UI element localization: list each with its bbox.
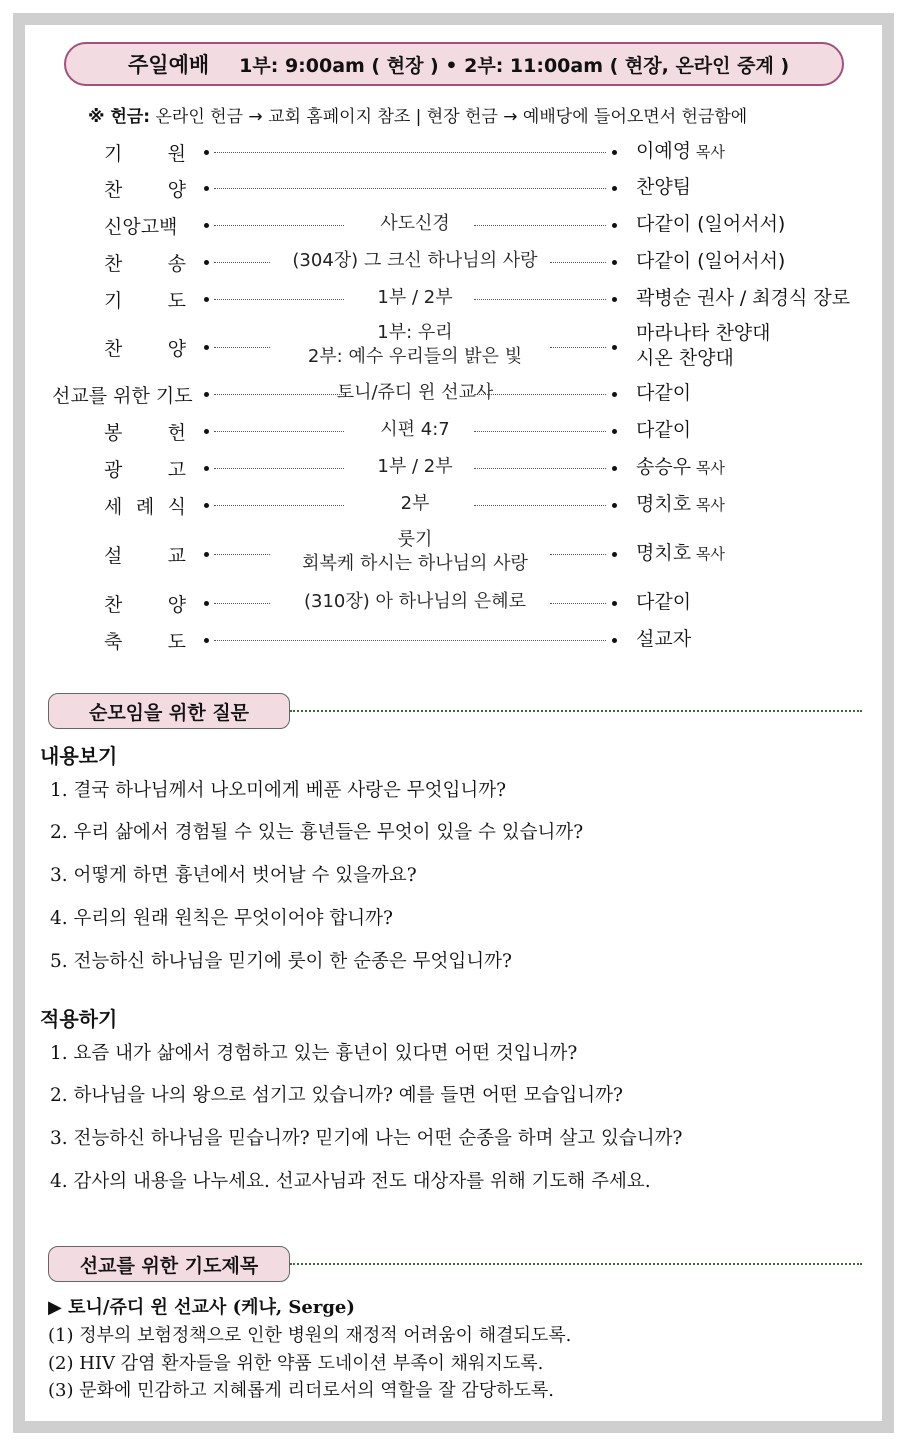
small-group-title: 순모임을 위한 질문 — [48, 693, 290, 729]
order-label: 기 도 — [104, 290, 186, 312]
bullet-dot — [612, 392, 617, 397]
order-leader: 다같이 — [636, 382, 692, 404]
bullet-dot — [204, 638, 209, 643]
bullet-dot — [612, 503, 617, 508]
content-question: 5. 전능하신 하나님을 믿기에 룻이 한 순종은 무엇입니까? — [50, 951, 512, 972]
order-detail: 1부 / 2부 — [377, 456, 453, 477]
order-leader: 다같이 (일어서서) — [636, 213, 786, 235]
apply-question: 3. 전능하신 하나님을 믿습니까? 믿기에 나는 어떤 순종을 하며 살고 있습니까? — [50, 1128, 683, 1149]
order-leader: 마라나타 찬양대 시온 찬양대 — [636, 322, 771, 369]
order-label: 봉 헌 — [104, 422, 186, 444]
bullet-dot — [612, 638, 617, 643]
missionary-name: ▶ 토니/쥬디 윈 선교사 (케냐, Serge) — [48, 1297, 355, 1318]
leader-line — [214, 603, 270, 604]
offering-note — [88, 102, 747, 127]
bullet-dot — [204, 601, 209, 606]
leader-line — [214, 640, 606, 641]
offering-note-text: 온라인 헌금 → 교회 홈페이지 참조 | 현장 헌금 → 예배당에 들어오면서 헌금함에 — [155, 107, 748, 127]
prayer-item: (1) 정부의 보험정책으로 인한 병원의 재정적 어려움이 해결되도록. — [48, 1325, 572, 1346]
order-detail: 1부: 우리 2부: 예수 우리들의 밝은 빛 — [307, 322, 523, 367]
bullet-dot — [612, 345, 617, 350]
section-divider — [290, 1263, 862, 1265]
bullet-dot — [612, 297, 617, 302]
apply-heading: 적용하기 — [40, 1007, 118, 1031]
bullet-dot — [204, 223, 209, 228]
order-leader: 찬양팀 — [636, 176, 692, 198]
bullet-dot — [204, 466, 209, 471]
order-detail: 토니/쥬디 윈 선교사 — [336, 382, 494, 403]
bullet-dot — [612, 260, 617, 265]
order-label: 찬 양 — [104, 594, 186, 616]
offering-note-prefix: ※ 헌금: — [88, 107, 151, 127]
bullet-dot — [204, 392, 209, 397]
content-heading: 내용보기 — [40, 744, 118, 768]
order-detail: (304장) 그 크신 하나님의 사랑 — [292, 250, 538, 271]
bullet-dot — [204, 345, 209, 350]
apply-question: 2. 하나님을 나의 왕으로 섬기고 있습니까? 예를 들면 어떤 모습입니까? — [50, 1085, 623, 1106]
bullet-dot — [612, 429, 617, 434]
content-question: 3. 어떻게 하면 흉년에서 벗어날 수 있을까요? — [50, 865, 417, 886]
content-question: 2. 우리 삶에서 경험될 수 있는 흉년들은 무엇이 있을 수 있습니까? — [50, 822, 584, 843]
order-leader: 이예영 목사 — [636, 140, 725, 162]
bullet-dot — [204, 503, 209, 508]
leader-line — [214, 347, 270, 348]
order-leader: 설교자 — [636, 628, 692, 650]
bullet-dot — [612, 601, 617, 606]
bullet-dot — [612, 150, 617, 155]
leader-line — [214, 554, 270, 555]
bullet-dot — [204, 150, 209, 155]
order-label: 찬 송 — [104, 253, 186, 275]
order-leader: 명치호 목사 — [636, 493, 725, 515]
order-leader: 다같이 — [636, 419, 692, 441]
bullet-dot — [612, 552, 617, 557]
order-leader: 곽병순 권사 / 최경식 장로 — [636, 287, 851, 309]
section-divider — [290, 710, 862, 712]
bullet-dot — [612, 223, 617, 228]
bullet-dot — [204, 552, 209, 557]
prayer-item: (3) 문화에 민감하고 지혜롭게 리더로서의 역할을 잘 감당하도록. — [48, 1380, 554, 1401]
order-detail: 2부 — [400, 493, 430, 514]
order-detail: 룻기 회복케 하시는 하나님의 사랑 — [302, 529, 528, 574]
leader-line — [214, 262, 270, 263]
order-leader: 다같이 — [636, 591, 692, 613]
order-label: 선교를 위한 기도 — [52, 385, 193, 407]
bullet-dot — [204, 429, 209, 434]
bullet-dot — [204, 186, 209, 191]
bullet-dot — [612, 186, 617, 191]
order-label: 설 교 — [104, 545, 186, 567]
apply-question: 1. 요즘 내가 삶에서 경험하고 있는 흉년이 있다면 어떤 것입니까? — [50, 1043, 578, 1064]
content-question: 4. 우리의 원래 원칙은 무엇이어야 합니까? — [50, 908, 393, 929]
order-label: 광 고 — [104, 459, 186, 481]
service-title: 주일예배 — [128, 53, 210, 77]
order-detail: (310장) 아 하나님의 은혜로 — [303, 591, 527, 612]
bullet-dot — [204, 297, 209, 302]
order-label: 찬 양 — [104, 338, 186, 360]
service-header — [64, 42, 844, 86]
order-label: 세 례 식 — [104, 496, 186, 518]
prayer-item: (2) HIV 감염 환자들을 위한 약품 도네이션 부족이 채워지도록. — [48, 1353, 544, 1374]
order-label: 찬 양 — [104, 179, 186, 201]
order-label: 신앙고백 — [104, 216, 178, 238]
order-leader: 명치호 목사 — [636, 542, 725, 564]
service-times: 1부: 9:00am ( 현장 ) • 2부: 11:00am ( 현장, 온라인 중계 ) — [239, 54, 790, 77]
order-detail: 시편 4:7 — [380, 419, 450, 440]
bullet-dot — [612, 466, 617, 471]
order-detail: 사도신경 — [380, 213, 450, 234]
leader-line — [214, 152, 606, 153]
order-leader: 다같이 (일어서서) — [636, 250, 786, 272]
order-label: 축 도 — [104, 631, 186, 653]
order-leader: 송승우 목사 — [636, 456, 725, 478]
bullet-dot — [204, 260, 209, 265]
order-detail: 1부 / 2부 — [377, 287, 453, 308]
apply-question: 4. 감사의 내용을 나누세요. 선교사님과 전도 대상자를 위해 기도해 주세요. — [50, 1171, 651, 1192]
mission-title: 선교를 위한 기도제목 — [48, 1246, 290, 1282]
leader-line — [214, 188, 606, 189]
content-question: 1. 결국 하나님께서 나오미에게 베푼 사랑은 무엇입니까? — [50, 780, 507, 801]
order-label: 기 원 — [104, 143, 186, 165]
